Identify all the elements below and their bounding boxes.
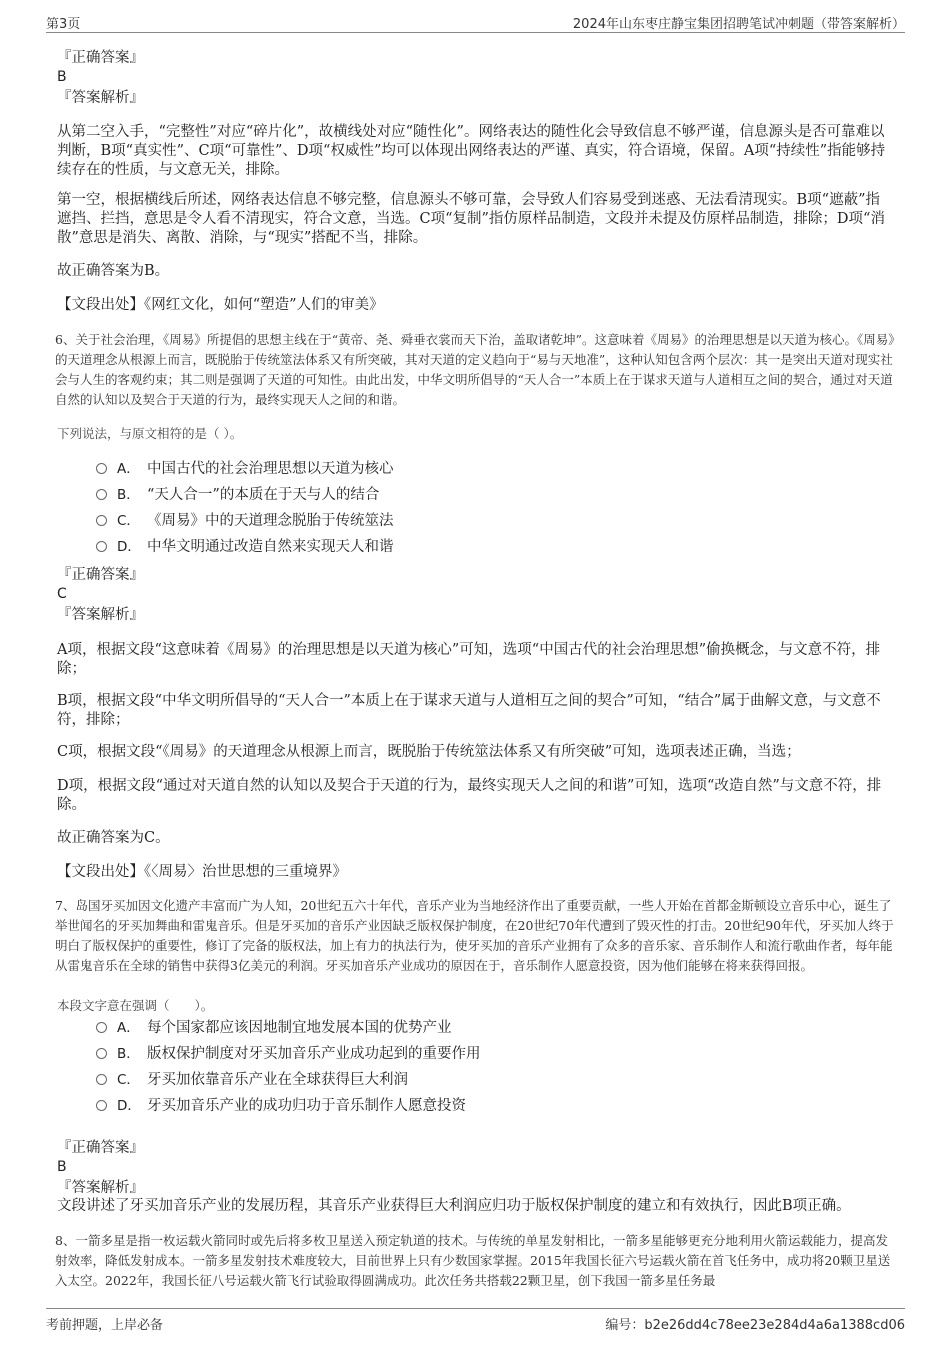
q5-correct-answer-label: 『正确答案』 xyxy=(57,50,144,66)
q7-correct-answer-label: 『正确答案』 xyxy=(57,1140,144,1156)
q6-source: 【文段出处】《〈周易〉治世思想的三重境界》 xyxy=(57,864,347,880)
footer-slogan: 考前押题，上岸必备 xyxy=(46,1318,164,1333)
q6-stem: 6、关于社会治理，《周易》所提倡的思想主线在于“黄帝、尧、舜垂衣裳而天下治，盖取诸乾坤”。这意味着《周易》的治理思想是以天道为核心。《周易》的天道理念从根源上而言，既脱胎于传统筮法体系又有所突破，其对天道的定义趋向于“易与天地准”，这种认知包含两个层次：其一是突出天道对现实社会与人生的客观约束；其二则是强调了天道的可知性。由此出发，中华文明所倡导的“天人合一”本质上在于谋求天道与人道相互之间的契合，通过对天道自然的认知以及契合于天道的行为，最终实现天人之间的和谐。 xyxy=(55,332,895,407)
q7-analysis: 文段讲述了牙买加音乐产业的发展历程，其音乐产业获得巨大利润应归功于版权保护制度的建立和有效执行，因此B项正确。 xyxy=(57,1198,851,1214)
q5-analysis-paragraph: 第一空，根据横线后所述，网络表达信息不够完整，信息源头不够可靠，会导致人们容易受到迷惑、无法看清现实。B项“遮蔽”指遮挡、拦挡，意思是令人看不清现实，符合文意，当选。C项“复制”指仿原样品制造，文段并未提及仿原样品制造，排除；D项“消散”意思是消失、离散、消除，与“现实”搭配不当，排除。 xyxy=(57,192,885,246)
q6-option-a[interactable]: A． 中国古代的社会治理思想以天道为核心 xyxy=(96,457,394,481)
q6-conclusion: 故正确答案为C。 xyxy=(57,830,170,846)
q5-analysis-paragraph: 从第二空入手，“完整性”对应“碎片化”，故横线处对应“随性化”。网络表达的随性化会导致信息不够严谨，信息源头是否可靠难以判断，B项“真实性”、C项“可靠性”、D项“权威性”均可以体现出网络表达的严谨、真实，符合语境，保留。A项“持续性”指能够持续存在的性质，与文意无关，排除。 xyxy=(57,124,886,178)
q6-analysis-paragraph: D项，根据文段“通过对天道自然的认知以及契合于天道的行为，最终实现天人之间的和谐”可知，选项“改造自然”与文意不符，排除。 xyxy=(57,778,882,813)
q6-analysis-paragraph: C项，根据文段“《周易》的天道理念从根源上而言，既脱胎于传统筮法体系又有所突破”可知，选项表述正确，当选； xyxy=(57,744,801,760)
q6-question: 下列说法，与原文相符的是（ ）。 xyxy=(57,426,243,441)
q6-option-c[interactable]: C． 《周易》中的天道理念脱胎于传统筮法 xyxy=(96,509,394,533)
q5-conclusion: 故正确答案为B。 xyxy=(57,263,170,279)
radio-button-icon[interactable] xyxy=(96,463,107,474)
q7-option-a[interactable]: A． 每个国家都应该因地制宜地发展本国的优势产业 xyxy=(96,1016,452,1040)
q6-answer: C xyxy=(57,586,67,602)
page-footer xyxy=(46,1308,905,1335)
q5-analysis-label: 『答案解析』 xyxy=(57,90,144,106)
page-header xyxy=(46,10,905,33)
q7-option-d[interactable]: D． 牙买加音乐产业的成功归功于音乐制作人愿意投资 xyxy=(96,1094,466,1118)
radio-button-icon[interactable] xyxy=(96,1100,107,1111)
q7-analysis-label: 『答案解析』 xyxy=(57,1180,144,1196)
q6-analysis-paragraph: A项，根据文段“这意味着《周易》的治理思想是以天道为核心”可知，选项“中国古代的社会治理思想”偷换概念，与文意不符，排除； xyxy=(57,642,881,677)
radio-button-icon[interactable] xyxy=(96,541,107,552)
radio-button-icon[interactable] xyxy=(96,489,107,500)
radio-button-icon[interactable] xyxy=(96,1048,107,1059)
radio-button-icon[interactable] xyxy=(96,1022,107,1033)
q7-stem: 7、岛国牙买加因文化遗产丰富而广为人知，20世纪五六十年代，音乐产业为当地经济作出了重要贡献，一些人开始在首都金斯顿设立音乐中心，诞生了举世闻名的牙买加舞曲和雷鬼音乐。但是牙买加的音乐产业因缺乏版权保护制度，在20世纪70年代遭到了毁灭性的打击。20世纪90年代，牙买加人终于明白了版权保护的重要性，修订了完备的版权法，加上有力的执法行为，使牙买加的音乐产业拥有了众多的音乐家、音乐制作人和流行歌曲作者，每年能从雷鬼音乐在全球的销售中获得3亿美元的利润。牙买加音乐产业成功的原因在于，音乐制作人愿意投资，因为他们能够在将来获得回报。 xyxy=(55,898,894,973)
q6-option-d[interactable]: D． 中华文明通过改造自然来实现天人和谐 xyxy=(96,535,394,559)
q7-question: 本段文字意在强调（ ）。 xyxy=(57,998,214,1013)
page-number: 第3页 xyxy=(46,17,81,32)
radio-button-icon[interactable] xyxy=(96,1074,107,1085)
radio-button-icon[interactable] xyxy=(96,515,107,526)
q7-answer: B xyxy=(57,1159,67,1175)
q8-stem: 8、一箭多星是指一枚运载火箭同时或先后将多枚卫星送入预定轨道的技术。与传统的单星发射相比，一箭多星能够更充分地利用火箭运载能力，提高发射效率，降低发射成本。一箭多星发射技术难度较大，目前世界上只有少数国家掌握。2015年我国长征六号运载火箭在首飞任务中，成功将20颗卫星送入太空。2022年，我国长征八号运载火箭飞行试验取得圆满成功。此次任务共搭载22颗卫星，创下我国一箭多星任务最 xyxy=(55,1233,891,1288)
q5-answer: B xyxy=(57,69,67,85)
document-title: 2024年山东枣庄静宝集团招聘笔试冲刺题（带答案解析） xyxy=(572,17,905,32)
q6-analysis-label: 『答案解析』 xyxy=(57,607,144,623)
q5-source: 【文段出处】《网红文化，如何“塑造”人们的审美》 xyxy=(57,297,384,313)
q7-option-b[interactable]: B． 版权保护制度对牙买加音乐产业成功起到的重要作用 xyxy=(96,1042,481,1066)
q6-correct-answer-label: 『正确答案』 xyxy=(57,567,144,583)
q6-analysis-paragraph: B项，根据文段“中华文明所倡导的“天人合一”本质上在于谋求天道与人道相互之间的契合”可知，“结合”属于曲解文意，与文意不符，排除； xyxy=(57,693,881,728)
q6-option-b[interactable]: B． “天人合一”的本质在于天与人的结合 xyxy=(96,483,379,507)
document-code: 编号：b2e26dd4c78ee23e284d4a6a1388cd06 xyxy=(605,1318,905,1333)
q7-option-c[interactable]: C． 牙买加依靠音乐产业在全球获得巨大利润 xyxy=(96,1068,408,1092)
